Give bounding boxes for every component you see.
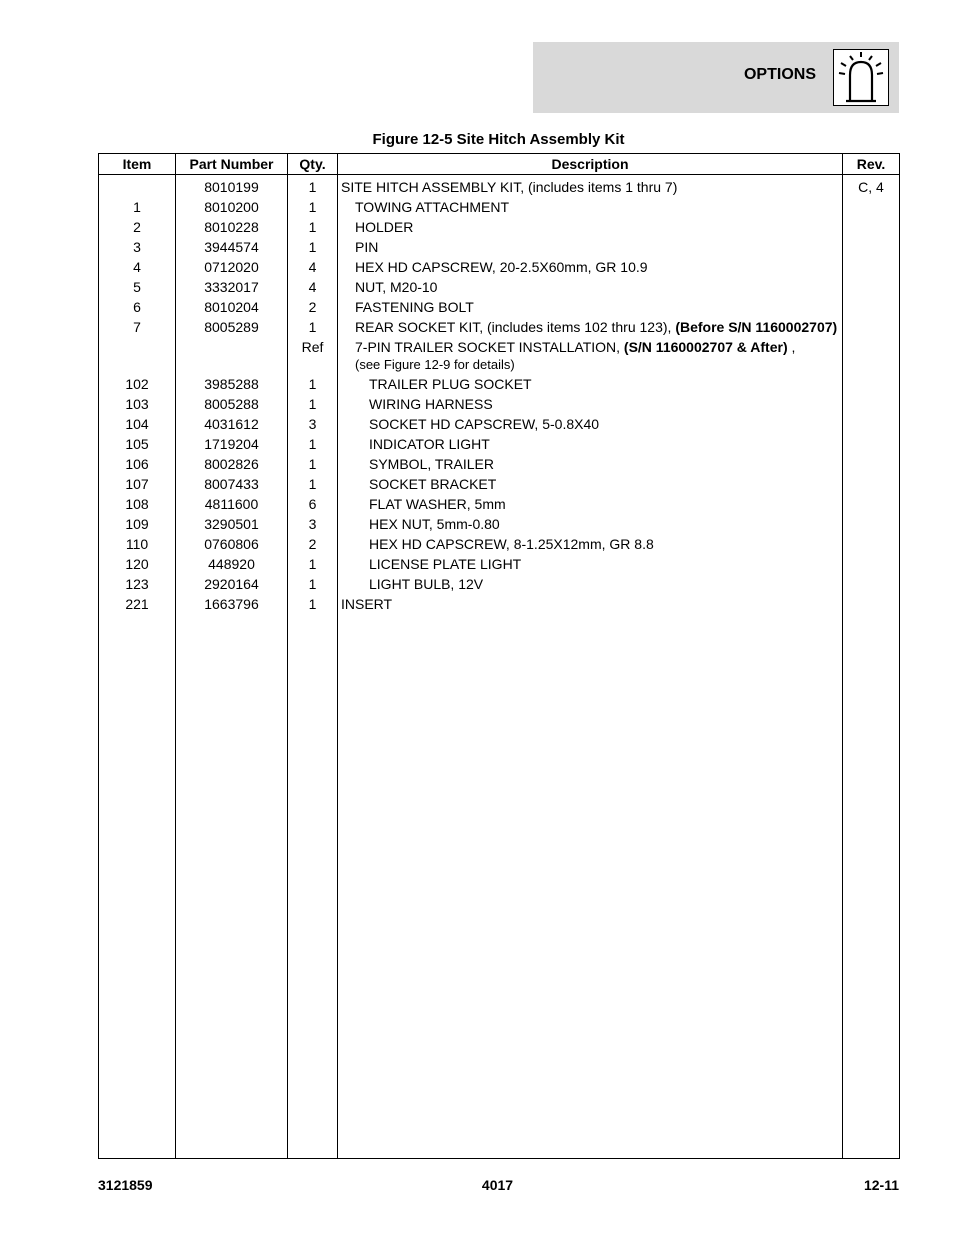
table-row	[99, 297, 900, 317]
item-cell: 109	[99, 514, 176, 534]
description-cell	[338, 534, 843, 554]
rev-cell	[843, 337, 900, 374]
part-number-cell: 448920	[176, 554, 288, 574]
item-cell: 123	[99, 574, 176, 594]
description-cell	[338, 514, 843, 534]
footer-doc-number: 3121859	[98, 1177, 153, 1193]
section-header	[533, 42, 899, 113]
description-text: TOWING ATTACHMENT	[355, 199, 509, 215]
rev-cell	[843, 594, 900, 614]
description-cell	[338, 394, 843, 414]
item-cell: 103	[99, 394, 176, 414]
description-cell	[338, 474, 843, 494]
column-header-part-number: Part Number	[176, 154, 288, 175]
qty-cell: 1	[288, 175, 338, 198]
rev-cell	[843, 434, 900, 454]
qty-cell: 4	[288, 277, 338, 297]
item-cell: 107	[99, 474, 176, 494]
table-row	[99, 574, 900, 594]
item-cell: 3	[99, 237, 176, 257]
rev-cell	[843, 534, 900, 554]
description-text: SYMBOL, TRAILER	[369, 456, 495, 472]
item-cell: 221	[99, 594, 176, 614]
table-row	[99, 414, 900, 434]
description-cell	[338, 374, 843, 394]
description-cell: INSERT	[338, 594, 843, 614]
figure-title: Figure 12-5 Site Hitch Assembly Kit	[372, 131, 625, 148]
qty-cell: 1	[288, 374, 338, 394]
rev-cell: C, 4	[843, 175, 900, 198]
qty-cell: 1	[288, 454, 338, 474]
qty-cell: 3	[288, 414, 338, 434]
column-header-description: Description	[338, 154, 843, 175]
part-number-cell: 8005289	[176, 317, 288, 337]
item-cell	[99, 337, 176, 374]
item-cell: 102	[99, 374, 176, 394]
rev-cell	[843, 514, 900, 534]
table-row	[99, 337, 900, 374]
qty-cell: 1	[288, 574, 338, 594]
table-row	[99, 317, 900, 337]
description-cell	[338, 197, 843, 217]
description-cell	[338, 277, 843, 297]
description-text	[341, 337, 842, 357]
part-number-cell: 2920164	[176, 574, 288, 594]
qty-cell: 1	[288, 217, 338, 237]
column-header-rev: Rev.	[843, 154, 900, 175]
qty-cell: 1	[288, 394, 338, 414]
description-text: FASTENING BOLT	[355, 299, 474, 315]
part-number-cell: 8010204	[176, 297, 288, 317]
beacon-light-icon	[833, 49, 889, 106]
description-text: SOCKET HD CAPSCREW, 5-0.8X40	[369, 416, 600, 432]
qty-cell: 3	[288, 514, 338, 534]
item-cell	[99, 175, 176, 198]
item-cell: 4	[99, 257, 176, 277]
description-text: HEX HD CAPSCREW, 20-2.5X60mm, GR 10.9	[355, 259, 648, 275]
item-cell: 7	[99, 317, 176, 337]
description-cell	[338, 217, 843, 237]
qty-cell: 2	[288, 297, 338, 317]
item-cell: 2	[99, 217, 176, 237]
rev-cell	[843, 394, 900, 414]
section-title: OPTIONS	[743, 66, 816, 83]
description-text: HOLDER	[355, 219, 414, 235]
serial-range-note: (Before S/N 1160002707)	[675, 319, 838, 335]
table-row	[99, 197, 900, 217]
serial-range-note: (S/N 1160002707 & After)	[623, 339, 788, 355]
footer-model: 4017	[481, 1177, 514, 1193]
table-row	[99, 594, 900, 614]
description-main: 7-PIN TRAILER SOCKET INSTALLATION,	[355, 339, 621, 355]
item-cell: 108	[99, 494, 176, 514]
table-header-row	[99, 154, 900, 175]
part-number-cell: 8010199	[176, 175, 288, 198]
table-filler-row	[99, 614, 900, 1159]
table-row	[99, 394, 900, 414]
part-number-cell: 3290501	[176, 514, 288, 534]
part-number-cell: 4811600	[176, 494, 288, 514]
item-cell: 104	[99, 414, 176, 434]
rev-cell	[843, 317, 900, 337]
table-row	[99, 454, 900, 474]
qty-cell: 6	[288, 494, 338, 514]
part-number-cell: 0712020	[176, 257, 288, 277]
description-text: HEX HD CAPSCREW, 8-1.25X12mm, GR 8.8	[369, 536, 654, 552]
description-text: HEX NUT, 5mm-0.80	[369, 516, 500, 532]
part-number-cell: 0760806	[176, 534, 288, 554]
table-row	[99, 514, 900, 534]
part-number-cell: 8007433	[176, 474, 288, 494]
qty-cell: 1	[288, 434, 338, 454]
rev-cell	[843, 297, 900, 317]
description-text: NUT, M20-10	[355, 279, 438, 295]
description-main: REAR SOCKET KIT, (includes items 102 thru 123),	[355, 319, 672, 335]
table-row	[99, 474, 900, 494]
rev-cell	[843, 454, 900, 474]
description-text: LICENSE PLATE LIGHT	[369, 556, 522, 572]
table-row	[99, 554, 900, 574]
rev-cell	[843, 554, 900, 574]
table-row	[99, 277, 900, 297]
item-cell: 6	[99, 297, 176, 317]
table-row	[99, 257, 900, 277]
description-text: FLAT WASHER, 5mm	[369, 496, 506, 512]
part-number-cell: 1719204	[176, 434, 288, 454]
parts-table	[98, 153, 900, 1159]
table-row	[99, 237, 900, 257]
rev-cell	[843, 494, 900, 514]
part-number-cell: 8010200	[176, 197, 288, 217]
description-text: SOCKET BRACKET	[369, 476, 497, 492]
column-header-item: Item	[99, 154, 176, 175]
description-cell	[338, 257, 843, 277]
part-number-cell: 1663796	[176, 594, 288, 614]
part-number-cell: 3944574	[176, 237, 288, 257]
column-header-qty: Qty.	[288, 154, 338, 175]
description-text	[341, 317, 837, 337]
description-cell: SITE HITCH ASSEMBLY KIT, (includes items 1 thru 7)	[338, 175, 843, 198]
qty-cell: 1	[288, 197, 338, 217]
rev-cell	[843, 277, 900, 297]
table-row	[99, 534, 900, 554]
qty-cell: 1	[288, 474, 338, 494]
qty-cell: 1	[288, 554, 338, 574]
rev-cell	[843, 217, 900, 237]
item-cell: 110	[99, 534, 176, 554]
item-cell: 120	[99, 554, 176, 574]
part-number-cell: 3332017	[176, 277, 288, 297]
part-number-cell: 4031612	[176, 414, 288, 434]
rev-cell	[843, 574, 900, 594]
footer-page-number: 12-11	[863, 1177, 899, 1193]
description-cell	[338, 414, 843, 434]
rev-cell	[843, 474, 900, 494]
rev-cell	[843, 374, 900, 394]
item-cell: 106	[99, 454, 176, 474]
description-text: PIN	[355, 239, 379, 255]
rev-cell	[843, 414, 900, 434]
description-cell	[338, 297, 843, 317]
qty-cell: 2	[288, 534, 338, 554]
table-row	[99, 434, 900, 454]
description-cell	[338, 454, 843, 474]
description-text: INDICATOR LIGHT	[369, 436, 490, 452]
description-text: WIRING HARNESS	[369, 396, 493, 412]
description-cell	[338, 237, 843, 257]
description-text: TRAILER PLUG SOCKET	[369, 376, 532, 392]
item-cell: 5	[99, 277, 176, 297]
part-number-cell: 8002826	[176, 454, 288, 474]
qty-cell: 1	[288, 317, 338, 337]
item-cell: 105	[99, 434, 176, 454]
part-number-cell: 3985288	[176, 374, 288, 394]
part-number-cell	[176, 337, 288, 374]
table-row	[99, 494, 900, 514]
description-cell	[338, 317, 843, 337]
description-cell	[338, 554, 843, 574]
description-text: LIGHT BULB, 12V	[369, 576, 484, 592]
description-cell	[338, 574, 843, 594]
description-suffix: ,	[787, 339, 796, 355]
qty-cell: Ref	[288, 337, 338, 374]
description-cell	[338, 494, 843, 514]
table-row	[99, 374, 900, 394]
description-cell	[338, 337, 843, 374]
qty-cell: 1	[288, 237, 338, 257]
figure-reference: (see Figure 12-9 for details)	[355, 357, 515, 372]
rev-cell	[843, 257, 900, 277]
rev-cell	[843, 237, 900, 257]
rev-cell	[843, 197, 900, 217]
qty-cell: 4	[288, 257, 338, 277]
item-cell: 1	[99, 197, 176, 217]
qty-cell: 1	[288, 594, 338, 614]
part-number-cell: 8005288	[176, 394, 288, 414]
table-row	[99, 175, 900, 198]
table-row	[99, 217, 900, 237]
description-cell	[338, 434, 843, 454]
part-number-cell: 8010228	[176, 217, 288, 237]
